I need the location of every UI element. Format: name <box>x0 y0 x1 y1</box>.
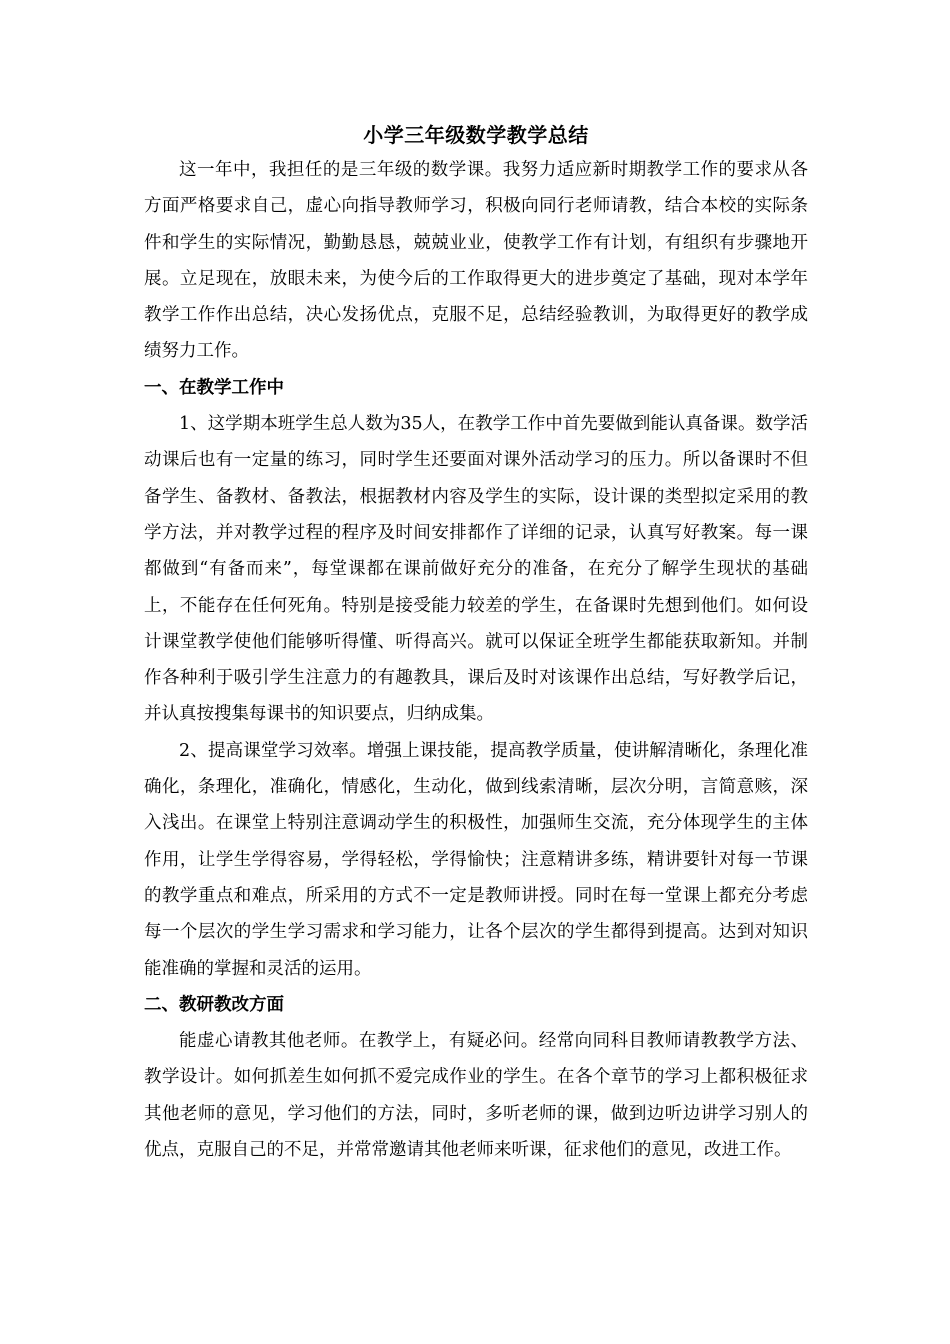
body-paragraph: 1、这学期本班学生总人数为35人，在教学工作中首先要做到能认真备课。数学活动课后也有一定量的练习，同时学生还要面对课外活动学习的压力。所以备课时不但备学生、备教材、备教法，根据教材内容及学生的实际，设计课的类型拟定采用的教学方法，并对教学过程的程序及时间安排都作了详细的记录，认真写好教案。每一课都做到“有备而来”，每堂课都在课前做好充分的准备，在充分了解学生现状的基础上，不能存在任何死角。特别是接受能力较差的学生，在备课时先想到他们。如何设计课堂教学使他们能够听得懂、听得高兴。就可以保证全班学生都能获取新知。并制作各种利于吸引学生注意力的有趣教具，课后及时对该课作出总结，写好教学后记，并认真按搜集每课书的知识要点，归纳成集。 <box>144 414 808 725</box>
section-teaching-work <box>144 370 808 987</box>
section-heading: 一、在教学工作中 <box>144 377 284 398</box>
intro-paragraph: 这一年中，我担任的是三年级的数学课。我努力适应新时期教学工作的要求从各方面严格要求自己，虚心向指导教师学习，积极向同行老师请教，结合本校的实际条件和学生的实际情况，勤勤恳恳，兢兢业业，使教学工作有计划，有组织有步骤地开展。立足现在，放眼未来，为使今后的工作取得更大的进步奠定了基础，现对本学年教学工作作出总结，决心发扬优点，克服不足，总结经验教训，为取得更好的教学成绩努力工作。 <box>144 160 808 362</box>
document-page <box>144 118 808 1168</box>
section-teaching-research <box>144 987 808 1168</box>
body-paragraph: 2、提高课堂学习效率。增强上课技能，提高教学质量，使讲解清晰化，条理化准确化，条理化，准确化，情感化，生动化，做到线索清晰，层次分明，言简意赅，深入浅出。在课堂上特别注意调动学生的积极性，加强师生交流，充分体现学生的主体作用，让学生学得容易，学得轻松，学得愉快；注意精讲多练，精讲要针对每一节课的教学重点和难点，所采用的方式不一定是教师讲授。同时在每一堂课上都充分考虑每一个层次的学生学习需求和学习能力，让各个层次的学生都得到提高。达到对知识能准确的掌握和灵活的运用。 <box>144 740 808 979</box>
body-paragraph: 能虚心请教其他老师。在教学上，有疑必问。经常向同科目教师请教教学方法、教学设计。如何抓差生如何抓不爱完成作业的学生。在各个章节的学习上都积极征求其他老师的意见，学习他们的方法，同时，多听老师的课，做到边听边讲学习别人的优点，克服自己的不足，并常常邀请其他老师来听课，征求他们的意见，改进工作。 <box>144 1031 808 1161</box>
section-heading: 二、教研教改方面 <box>144 994 284 1015</box>
document-title: 小学三年级数学教学总结 <box>363 123 589 147</box>
